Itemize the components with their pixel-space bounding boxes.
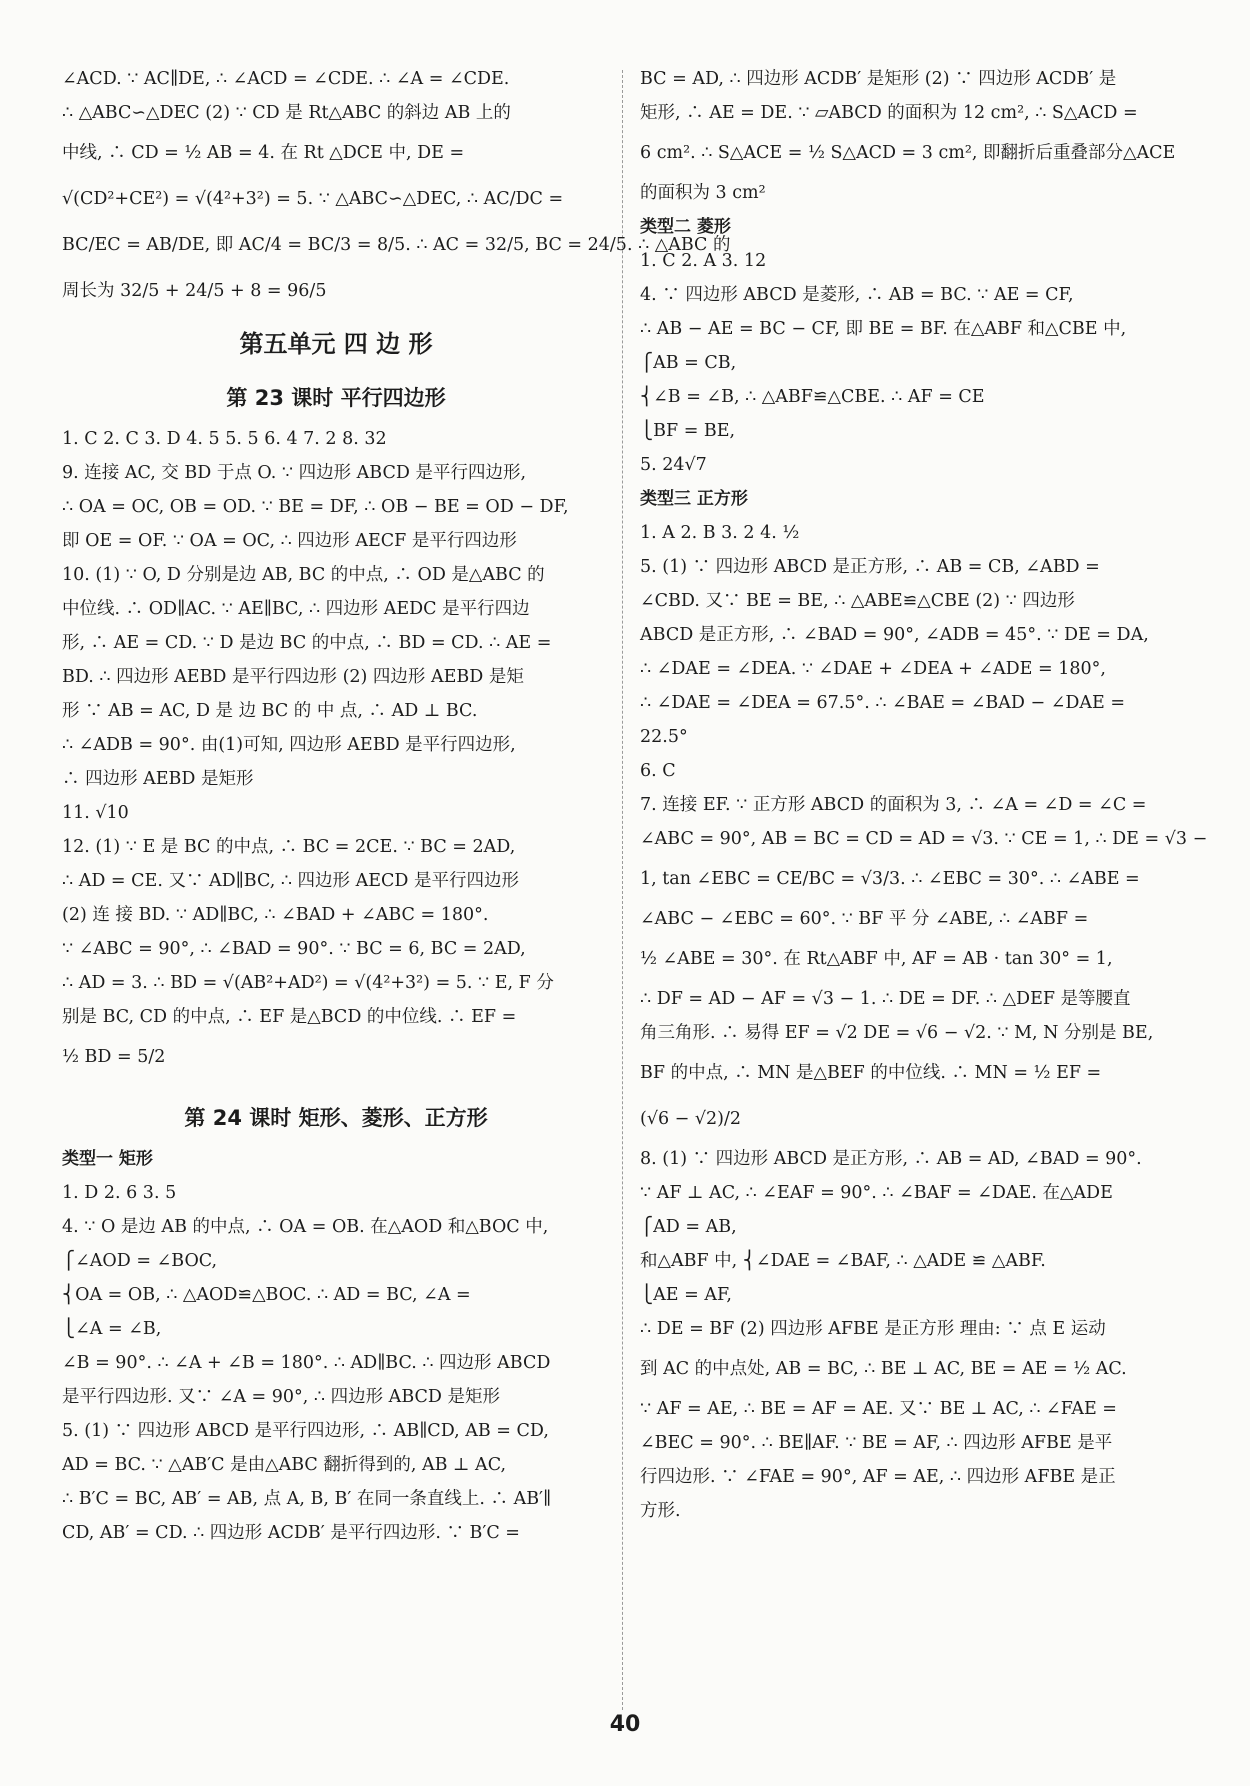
text-line: ∴ 四边形 AEBD 是矩形 bbox=[62, 769, 254, 789]
text-line: BC/EC = AB/DE, 即 AC/4 = BC/3 = 8/5. ∴ AC = 32/5, BC = 24/5. ∴ △ABC 的 bbox=[62, 235, 731, 255]
text-line: ∵ AF ⊥ AC, ∴ ∠EAF = 90°. ∴ ∠BAF = ∠DAE. 在△ADE bbox=[640, 1183, 1113, 1203]
text-line: ∴ B′C = BC, AB′ = AB, 点 A, B, B′ 在同一条直线上. ∴ AB′∥ bbox=[62, 1489, 552, 1509]
text-line: 9. 连接 AC, 交 BD 于点 O. ∵ 四边形 ABCD 是平行四边形, bbox=[62, 463, 527, 483]
text-line: AD = BC. ∵ △AB′C 是由△ABC 翻折得到的, AB ⊥ AC, bbox=[62, 1455, 507, 1475]
text-line: ∴ △ABC∽△DEC (2) ∵ CD 是 Rt△ABC 的斜边 AB 上的 bbox=[62, 103, 511, 123]
text-line: 方形. bbox=[640, 1501, 681, 1521]
text-line: 中线, ∴ CD = ½ AB = 4. 在 Rt △DCE 中, DE = bbox=[62, 143, 465, 163]
text-line: ⎨OA = OB, ∴ △AOD≌△BOC. ∴ AD = BC, ∠A = bbox=[62, 1285, 471, 1305]
text-line: 12. (1) ∵ E 是 BC 的中点, ∴ BC = 2CE. ∵ BC = 2AD, bbox=[62, 837, 516, 857]
text-line: 别是 BC, CD 的中点, ∴ EF 是△BCD 的中位线. ∴ EF = bbox=[62, 1007, 517, 1027]
unit-title: 第五单元 四 边 形 bbox=[239, 330, 433, 358]
type2-heading: 类型二 菱形 bbox=[640, 217, 731, 237]
text-line: ∠CBD. 又∵ BE = BE, ∴ △ABE≌△CBE (2) ∵ 四边形 bbox=[640, 591, 1075, 611]
lesson-23-title: 第 23 课时 平行四边形 bbox=[226, 386, 446, 410]
text-line: 形 ∵ AB = AC, D 是 边 BC 的 中 点, ∴ AD ⊥ BC. bbox=[62, 701, 478, 721]
text-line: ∠B = 90°. ∴ ∠A + ∠B = 180°. ∴ AD∥BC. ∴ 四边形 ABCD bbox=[62, 1353, 551, 1373]
text-line: BF 的中点, ∴ MN 是△BEF 的中位线. ∴ MN = ½ EF = bbox=[640, 1063, 1102, 1083]
page-number: 40 bbox=[609, 1712, 641, 1737]
column-divider bbox=[622, 70, 623, 1710]
text-line: 行四边形. ∵ ∠FAE = 90°, AF = AE, ∴ 四边形 AFBE 是正 bbox=[640, 1467, 1116, 1487]
text-line: 1. A 2. B 3. 2 4. ½ bbox=[640, 523, 800, 543]
text-line: 1. C 2. C 3. D 4. 5 5. 5 6. 4 7. 2 8. 32 bbox=[62, 429, 387, 449]
text-line: ∴ AD = CE. 又∵ AD∥BC, ∴ 四边形 AECD 是平行四边形 bbox=[62, 871, 519, 891]
lesson-23-answers bbox=[62, 422, 610, 1080]
text-line: ∴ ∠ADB = 90°. 由(1)可知, 四边形 AEBD 是平行四边形, bbox=[62, 735, 516, 755]
text-line: ½ BD = 5/2 bbox=[62, 1047, 166, 1067]
text-line: ∵ ∠ABC = 90°, ∴ ∠BAD = 90°. ∵ BC = 6, BC = 2AD, bbox=[62, 939, 526, 959]
text-line: √(CD²+CE²) = √(4²+3²) = 5. ∵ △ABC∽△DEC, ∴ AC/DC = bbox=[62, 189, 564, 209]
text-line: 即 OE = OF. ∵ OA = OC, ∴ 四边形 AECF 是平行四边形 bbox=[62, 531, 517, 551]
text-line: 1, tan ∠EBC = CE/BC = √3/3. ∴ ∠EBC = 30°. ∴ ∠ABE = bbox=[640, 869, 1140, 889]
text-line: ∠ABC = 90°, AB = BC = CD = AD = √3. ∵ CE = 1, ∴ DE = √3 − bbox=[640, 829, 1208, 849]
text-line: ∴ DF = AD − AF = √3 − 1. ∴ DE = DF. ∴ △DEF 是等腰直 bbox=[640, 989, 1131, 1009]
text-line: ⎩∠A = ∠B, bbox=[62, 1319, 162, 1339]
text-line: 4. ∵ 四边形 ABCD 是菱形, ∴ AB = BC. ∵ AE = CF, bbox=[640, 285, 1074, 305]
type3-heading: 类型三 正方形 bbox=[640, 489, 748, 509]
type2-answers bbox=[640, 244, 1190, 482]
text-line: ∴ AB − AE = BC − CF, 即 BE = BF. 在△ABF 和△CBE 中, bbox=[640, 319, 1127, 339]
text-line: 和△ABF 中, ⎨∠DAE = ∠BAF, ∴ △ADE ≌ △ABF. bbox=[640, 1251, 1046, 1271]
text-line: 周长为 32/5 + 24/5 + 8 = 96/5 bbox=[62, 281, 327, 301]
type3-answers bbox=[640, 516, 1208, 1528]
text-line: 11. √10 bbox=[62, 803, 129, 823]
text-line: BD. ∴ 四边形 AEBD 是平行四边形 (2) 四边形 AEBD 是矩 bbox=[62, 667, 524, 687]
text-line: 5. (1) ∵ 四边形 ABCD 是正方形, ∴ AB = CB, ∠ABD = bbox=[640, 557, 1100, 577]
text-line: ⎧AD = AB, bbox=[640, 1217, 737, 1237]
text-line: 1. C 2. A 3. 12 bbox=[640, 251, 767, 271]
text-line: 4. ∵ O 是边 AB 的中点, ∴ OA = OB. 在△AOD 和△BOC 中, bbox=[62, 1217, 549, 1237]
text-line: ∵ AF = AE, ∴ BE = AF = AE. 又∵ BE ⊥ AC, ∴ ∠FAE = bbox=[640, 1399, 1117, 1419]
text-line: (2) 连 接 BD. ∵ AD∥BC, ∴ ∠BAD + ∠ABC = 180°. bbox=[62, 905, 489, 925]
text-line: 到 AC 的中点处, AB = BC, ∴ BE ⊥ AC, BE = AE = ½ AC. bbox=[640, 1359, 1127, 1379]
text-line: ∴ OA = OC, OB = OD. ∵ BE = DF, ∴ OB − BE = OD − DF, bbox=[62, 497, 569, 517]
text-line: BC = AD, ∴ 四边形 ACDB′ 是矩形 (2) ∵ 四边形 ACDB′ 是 bbox=[640, 69, 1117, 89]
text-line: 5. 24√7 bbox=[640, 455, 707, 475]
text-line: ∠ACD. ∵ AC∥DE, ∴ ∠ACD = ∠CDE. ∴ ∠A = ∠CDE. bbox=[62, 69, 510, 89]
text-line: ∴ ∠DAE = ∠DEA. ∵ ∠DAE + ∠DEA + ∠ADE = 180°, bbox=[640, 659, 1106, 679]
type1-heading: 类型一 矩形 bbox=[62, 1149, 153, 1169]
text-line: ∴ ∠DAE = ∠DEA = 67.5°. ∴ ∠BAE = ∠BAD − ∠DAE = bbox=[640, 693, 1126, 713]
text-line: 6 cm². ∴ S△ACE = ½ S△ACD = 3 cm², 即翻折后重叠部分△ACE bbox=[640, 143, 1176, 163]
text-line: 是平行四边形. 又∵ ∠A = 90°, ∴ 四边形 ABCD 是矩形 bbox=[62, 1387, 500, 1407]
text-line: ⎧∠AOD = ∠BOC, bbox=[62, 1251, 218, 1271]
text-line: 矩形, ∴ AE = DE. ∵ ▱ABCD 的面积为 12 cm², ∴ S△ACD = bbox=[640, 103, 1138, 123]
lesson-24-title: 第 24 课时 矩形、菱形、正方形 bbox=[184, 1106, 488, 1130]
right-intro bbox=[640, 62, 1190, 210]
text-line: ⎨∠B = ∠B, ∴ △ABF≌△CBE. ∴ AF = CE bbox=[640, 387, 985, 407]
text-line: ∠BEC = 90°. ∴ BE∥AF. ∵ BE = AF, ∴ 四边形 AFBE 是平 bbox=[640, 1433, 1113, 1453]
right-column bbox=[640, 62, 1208, 1528]
text-line: 5. (1) ∵ 四边形 ABCD 是平行四边形, ∴ AB∥CD, AB = CD, bbox=[62, 1421, 549, 1441]
text-line: (√6 − √2)/2 bbox=[640, 1109, 742, 1129]
text-line: ½ ∠ABE = 30°. 在 Rt△ABF 中, AF = AB · tan 30° = 1, bbox=[640, 949, 1113, 969]
text-line: ⎩BF = BE, bbox=[640, 421, 736, 441]
text-line: 22.5° bbox=[640, 727, 688, 747]
type1-answers bbox=[62, 1176, 610, 1550]
text-line: 10. (1) ∵ O, D 分别是边 AB, BC 的中点, ∴ OD 是△ABC 的 bbox=[62, 565, 545, 585]
text-line: ⎩AE = AF, bbox=[640, 1285, 732, 1305]
text-line: 1. D 2. 6 3. 5 bbox=[62, 1183, 177, 1203]
text-line: ⎧AB = CB, bbox=[640, 353, 737, 373]
text-line: 角三角形. ∴ 易得 EF = √2 DE = √6 − √2. ∵ M, N 分别是 BE, bbox=[640, 1023, 1154, 1043]
text-line: 形, ∴ AE = CD. ∵ D 是边 BC 的中点, ∴ BD = CD. ∴ AE = bbox=[62, 633, 552, 653]
text-line: CD, AB′ = CD. ∴ 四边形 ACDB′ 是平行四边形. ∵ B′C = bbox=[62, 1523, 520, 1543]
text-line: ∠ABC − ∠EBC = 60°. ∵ BF 平 分 ∠ABE, ∴ ∠ABF = bbox=[640, 909, 1089, 929]
text-line: 7. 连接 EF. ∵ 正方形 ABCD 的面积为 3, ∴ ∠A = ∠D = ∠C = bbox=[640, 795, 1147, 815]
text-line: ∴ DE = BF (2) 四边形 AFBE 是正方形 理由: ∵ 点 E 运动 bbox=[640, 1319, 1106, 1339]
text-line: 6. C bbox=[640, 761, 676, 781]
text-line: ABCD 是正方形, ∴ ∠BAD = 90°, ∠ADB = 45°. ∵ DE = DA, bbox=[640, 625, 1149, 645]
text-line: 中位线. ∴ OD∥AC. ∵ AE∥BC, ∴ 四边形 AEDC 是平行四边 bbox=[62, 599, 530, 619]
text-line: ∴ AD = 3. ∴ BD = √(AB²+AD²) = √(4²+3²) = 5. ∵ E, F 分 bbox=[62, 973, 554, 993]
text-line: 8. (1) ∵ 四边形 ABCD 是正方形, ∴ AB = AD, ∠BAD = 90°. bbox=[640, 1149, 1142, 1169]
text-line: 的面积为 3 cm² bbox=[640, 183, 766, 203]
